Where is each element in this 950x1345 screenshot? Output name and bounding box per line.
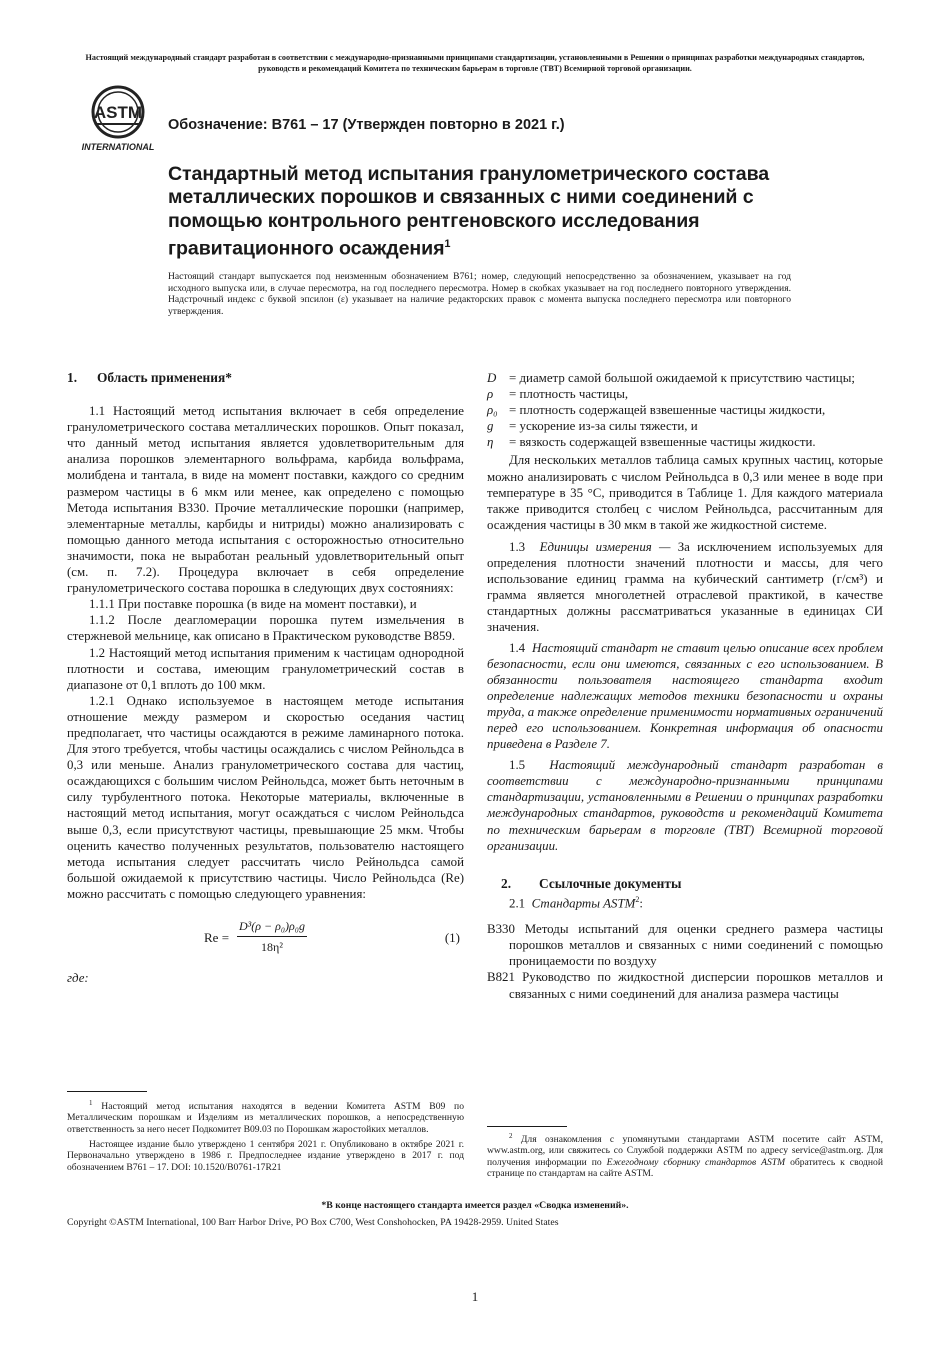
left-column: [67, 370, 464, 986]
para-1-4: [487, 640, 883, 753]
equation-fraction: [237, 918, 307, 955]
reference-item: B821 Руководство по жидкостной дисперсии порошков металлов и связанных с ними соединений для анализа размера частицы: [487, 970, 883, 1001]
equation-lhs: Re =: [204, 930, 230, 945]
para-1-3-text: За исключением используемых для определения плотности значений плотности и массы, для чего использование единиц грамма на кубический сантиметр (г/см³) и грамма является многолетней отраслевой практикой, в качестве стандартных должны рассматриваться указанные в единицах СИ значения.: [487, 539, 883, 635]
footnote-rule-2: [487, 1126, 567, 1127]
para-1-3-heading: Единицы измерения —: [539, 539, 671, 554]
reference-list: [487, 921, 883, 1001]
title-footnote-mark: 1: [444, 238, 451, 251]
right-column: [487, 370, 883, 1002]
reference-item: B330 Методы испытаний для оценки среднего размера частицы порошков металлов и связанных с ними соединений с помощью проницаемости по воздуху: [487, 922, 883, 969]
variable-definitions: [487, 370, 883, 450]
para-2-1: 2.1 Стандарты ASTM$^2$:: [509, 894, 643, 911]
para-1-2-1: 1.2.1 Однако используемое в настоящем методе испытания отношение между размером и скоростью оседания частиц предполагает, что частицы осаждаются в режиме ламинарного потока. Для этого требуется, чтобы частицы осаждались с числом Рейнольдса в 0,3 или меньше. Анализ гранулометрического состава для частиц, осаждающихся с большим числом Рейнольдса, может быть неточным в силу турбулентного потока. Некоторые материалы, включенные в настоящий метод испытания, могут осаждаться с числом Рейнольдса выше 0,3, если присутствуют частицы, превышающие 25 мкм. Чтобы оценить качество полученных результатов, пользователю настоящего метода испытания следует рассчитать число Рейнольдса самой большой ожидаемой к присутствию частицы. Число Рейнольдса (Re) можно рассчитать с помощью следующего уравнения:: [67, 693, 464, 901]
para-1-5-text: Настоящий международный стандарт разработан в соответствии с международно-признанными принципами стандартизации, установленными в Решении о принципах разработки международных стандартов, руководств и рекомендаций Комитета по техническим барьерам в торговле (ТВТ) Всемирной торговой организации.: [487, 758, 883, 853]
para-2-1-text: Стандарты ASTM: [531, 896, 636, 911]
intro-paragraph: Настоящий стандарт выпускается под неизменным обозначением B761; номер, следующий непосредственно за обозначением, указывает на год исходного выпуска или, в случае пересмотра, на год последнего пересмотра. Номер в скобках указывает на год последнего повторного утверждения. Надстрочный индекс с буквой эпсилон (ε) указывает на наличие редакторских правок с момента выпуска последнего пересмотра или повторного утверждения.: [168, 271, 791, 317]
section-2-title: Ссылочные документы: [539, 875, 682, 891]
para-1-5-number: 1.5: [509, 758, 526, 773]
definition-symbol: ρ₀: [487, 403, 498, 418]
para-1-5: [487, 757, 883, 854]
change-summary-note: *В конце настоящего стандарта имеется раздел «Сводка изменений».: [321, 1200, 629, 1211]
para-table-note: Для нескольких металлов таблица самых крупных частиц, которые можно анализировать с числом Рейнольдса в 0,3 или менее в воде при температуре в 35 °C, приводится в Таблице 1. Для каждого материала также приводится столбец с числом Рейнольдса, рассчитанным для осаждения частицы в 30 мкм в такой же жидкостной системе.: [487, 453, 883, 532]
section-1-heading: [67, 370, 464, 386]
copyright: Copyright ©ASTM International, 100 Barr Harbor Drive, PO Box C700, West Conshohocken, PA 19428-2959. United States: [67, 1217, 559, 1228]
para-1-1: 1.1 Настоящий метод испытания включает в себя определение гранулометрического состава металлических порошков. Опыт показал, что данный метод испытания является удовлетворительным для анализа порошков элементарного вольфрама, карбида вольфрама, молибдена и тантала, в виде на момент поставки, каждого со средним размером частицы в 6 мкм или менее, как определено с помощью Метода испытания B330. Прочие металлические порошки (например, элементарные металлы, карбиды и нитриды) можно анализировать с помощью данного метода испытания с осторожностью относительно значимости, пока не выработан реальный удовлетворительный опыт (см. п. 7.2). Процедура включает в себя определение гранулометрического состава порошка в следующих двух состояниях:: [67, 404, 464, 596]
section-2-heading: [487, 876, 883, 892]
document-title: [168, 163, 818, 261]
footnote-2-text-b: обратитесь к сводной странице по стандартам на сайте ASTM.: [487, 1156, 883, 1180]
section-1-number: 1.: [67, 370, 78, 385]
definition-item: [487, 386, 883, 402]
section-1-title: Область применения*: [97, 370, 232, 385]
definition-item: [487, 402, 883, 418]
para-2-1-number: 2.1: [509, 896, 526, 911]
definition-text: = плотность частицы,: [509, 387, 629, 402]
footnote-1-approval: Настоящее издание было утверждено 1 сентября 2021 г. Опубликовано в октябре 2021 г. Первоначально утверждено в 1986 г. Предпоследнее издание утверждено в 2017 г. под обозначением B761 – 17. DOI: 10.1520/B0761-17R21: [67, 1139, 464, 1173]
title-text: Стандартный метод испытания гранулометрического состава металлических порошков и связанных с ними соединений с помощью контрольного рентгеновского исследования гравитационного осаждения: [168, 163, 770, 260]
logo-letters: ASTM: [93, 103, 143, 122]
footnote-2: [487, 1131, 883, 1179]
ttb-notice: Настоящий международный стандарт разработан в соответствии с международно-признанными принципами стандартизации, установленными в Решении о принципах разработки международных стандартов, руководств и рекомендаций Комитета по техническим барьерам в торговле (ТВТ) Всемирной торговой организации.: [85, 53, 865, 73]
definition-symbol: η: [487, 435, 494, 450]
definition-text: = плотность содержащей взвешенные частицы жидкости,: [509, 403, 826, 418]
definition-text: = вязкость содержащей взвешенные частицы жидкости.: [509, 435, 816, 450]
logo-subtitle: INTERNATIONAL: [81, 142, 155, 152]
definition-item: [487, 434, 883, 450]
footnote-2-text-italic: Ежегодному сборнику стандартов ASTM: [606, 1156, 786, 1168]
right-footnotes: [487, 1126, 883, 1179]
footnote-1-mark: 1: [89, 1099, 93, 1107]
section-2-number: 2.: [501, 875, 512, 891]
reynolds-equation: [67, 914, 464, 964]
where-label: где:: [67, 971, 89, 985]
definition-symbol: ρ: [487, 387, 494, 402]
footnote-1-text: Настоящий метод испытания находятся в ведении Комитета ASTM B09 по Металлическим порошкам и Изделиям из металлических порошков, а непосредственную ответственность за него несет Подкомитет B09.03 по Порошкам жаростойких металлов.: [67, 1101, 464, 1135]
para-1-1-1: 1.1.1 При поставке порошка (в виде на момент поставки), и: [89, 597, 417, 612]
para-1-3-number: 1.3: [509, 539, 526, 554]
definition-item: [487, 418, 883, 434]
definition-text: = ускорение из-за силы тяжести, и: [509, 419, 698, 434]
footnote-rule: [67, 1091, 147, 1092]
para-1-1-2: 1.1.2 После деагломерации порошка путем измельчения в стержневой мельнице, как описано в Практическом руководстве B859.: [67, 613, 464, 644]
footnote-2-mark: 2: [509, 1132, 513, 1140]
astm-logo: [76, 84, 160, 154]
para-1-3: [487, 539, 883, 636]
footnote-2-text-a: Для ознакомления с упомянутыми стандартами ASTM посетите сайт ASTM, www.astm.org, или свяжитесь со Службой поддержки ASTM по адресу service@astm.org. Для получения информации по: [487, 1134, 883, 1168]
footnote-1: [67, 1098, 464, 1135]
definition-text: = диаметр самой большой ожидаемой к присутствию частицы;: [509, 371, 855, 385]
para-2-1-mark: 2: [635, 894, 640, 904]
definition-item: [487, 370, 883, 386]
para-1-4-number: 1.4: [509, 640, 526, 655]
left-footnotes: [67, 1091, 464, 1173]
para-1-2: 1.2 Настоящий метод испытания применим к частицам однородной плотности и состава, имеющим гранулометрический состав в диапазоне от 0,1 вплоть до 100 мкм.: [67, 645, 464, 692]
astm-logo-graphic: [76, 84, 160, 154]
definition-symbol: g: [487, 419, 494, 434]
equation-numerator: D³(ρ − ρ₀)ρ₀g: [237, 918, 307, 937]
equation-denominator: 18η²: [261, 940, 283, 955]
para-1-4-text: Настоящий стандарт не ставит целью описание всех проблем безопасности, если они имеются, связанных с его использованием. В обязанности пользователя настоящего стандарта входит определение надлежащих методов техники безопасности и охраны труда, а также определение применимости нормативных ограничений перед его использованием. Конкретная информация об опасности приведена в Разделе 7.: [487, 640, 883, 752]
equation-number: (1): [444, 930, 460, 945]
definition-symbol: D: [487, 371, 497, 385]
designation: Обозначение: B761 – 17 (Утвержден повторно в 2021 г.): [168, 117, 565, 133]
page-number: 1: [471, 1289, 479, 1304]
